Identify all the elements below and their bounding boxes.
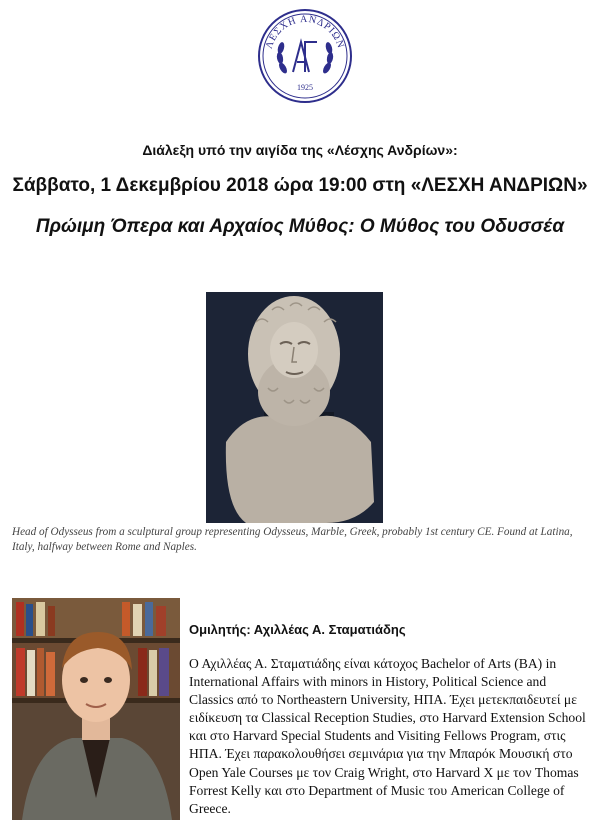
speaker-portrait (12, 598, 180, 820)
club-logo (257, 8, 353, 104)
logo-ring-text: ΛΕΣΧΗ ΑΝΔΡΙΩΝ (263, 13, 347, 51)
logo-year: 1925 (297, 83, 313, 92)
event-date: Σάββατο, 1 Δεκεμβρίου 2018 ώρα 19:00 στη «ΛΕΣΧΗ ΑΝΔΡΙΩΝ» (12, 175, 588, 196)
lecture-intro: Διάλεξη υπό την αιγίδα της «Λέσχης Ανδρίων»: (142, 142, 458, 158)
monogram-icon (293, 42, 317, 72)
sculpture-caption: Head of Odysseus from a sculptural group representing Odysseus, Marble, Greek, probably 1st century CE. Found at Latina, Italy, halfway between Rome and Naples. (12, 526, 573, 553)
speaker-bio: Ο Αχιλλέας Α. Σταματιάδης είναι κάτοχος Bachelor of Arts (BA) in International Affairs with minors in History, Political Science and Classics από το Northeastern University, ΗΠΑ. Έχει μετεκπαιδευτεί με ειδίκευση τα Classical Reception Studies, στο Harvard Extension School και στο Harvard Special Students and Visiting Fellows Program, στις ΗΠΑ. Έχει παρακολουθήσει σεμινάρια για την Μπαρόκ Μουσική στο Open Yale Courses με τον Craig Wright, στο Harvard X με τον Thomas Forrest Kelly και στο Department of Music του American College of Greece. (189, 656, 586, 816)
lecture-title: Πρώιμη Όπερα και Αρχαίος Μύθος: Ο Μύθος του Οδυσσέα (35, 216, 565, 237)
speaker-name: Ομιλητής: Αχιλλέας Α. Σταματιάδης (189, 622, 406, 637)
odysseus-sculpture-photo (206, 292, 383, 523)
